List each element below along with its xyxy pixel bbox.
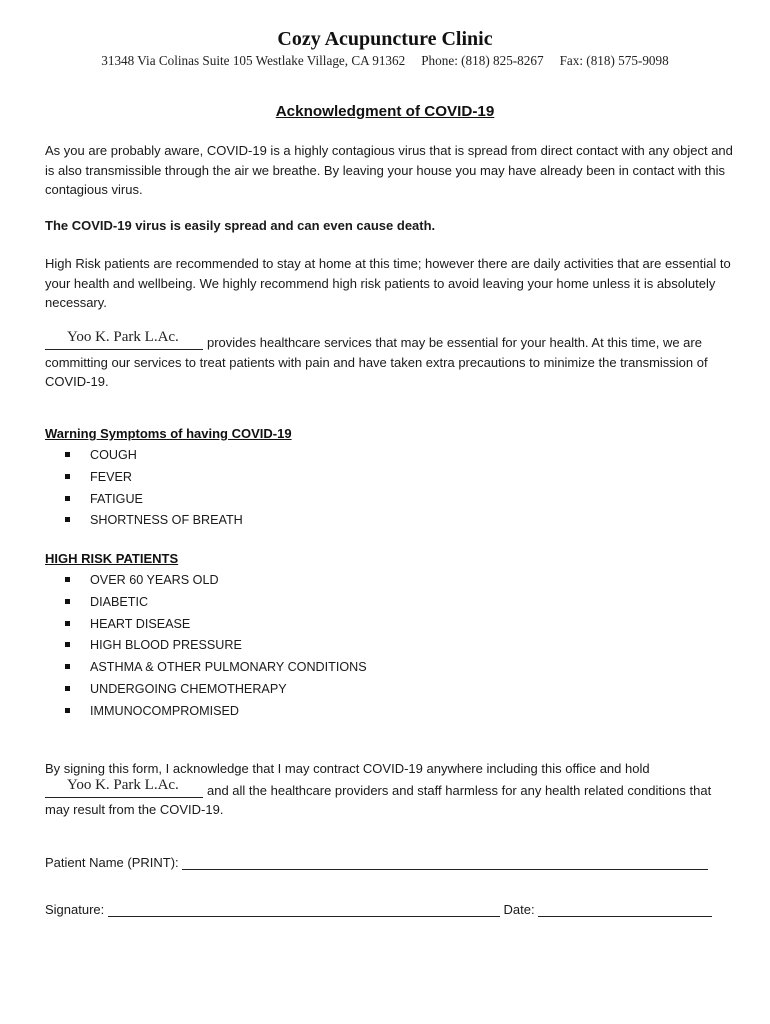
risk-heading: HIGH RISK PATIENTS xyxy=(45,551,179,566)
clinic-phone: Phone: (818) 825-8267 xyxy=(421,53,544,68)
bullet-icon xyxy=(65,474,70,479)
signature-label: Signature: xyxy=(45,902,105,917)
bullet-icon xyxy=(65,452,70,457)
list-item: SHORTNESS OF BREATH xyxy=(65,510,243,532)
bullet-icon xyxy=(65,496,70,501)
bullet-icon xyxy=(65,642,70,647)
warning-statement: The COVID-19 virus is easily spread and can even cause death. xyxy=(45,218,436,233)
provider-name-value: Yoo K. Park L.Ac. xyxy=(67,329,179,345)
ack-provider-field[interactable] xyxy=(45,776,203,798)
bullet-icon xyxy=(65,621,70,626)
acknowledgment-text-start: By signing this form, I acknowledge that I may contract COVID-19 anywhere including this office and hold xyxy=(45,761,650,776)
clinic-fax: Fax: (818) 575-9098 xyxy=(559,53,669,68)
bullet-icon xyxy=(65,664,70,669)
signature-row xyxy=(45,902,712,917)
risk-list xyxy=(65,570,367,723)
provider-name-field[interactable] xyxy=(45,331,203,350)
bullet-icon xyxy=(65,517,70,522)
clinic-address: 31348 Via Colinas Suite 105 Westlake Village, CA 91362 xyxy=(101,53,406,68)
list-item: HIGH BLOOD PRESSURE xyxy=(65,635,367,657)
list-item: UNDERGOING CHEMOTHERAPY xyxy=(65,679,367,701)
document-title: Acknowledgment of COVID-19 xyxy=(275,103,495,120)
list-item: DIABETIC xyxy=(65,592,367,614)
list-item: COUGH xyxy=(65,445,243,467)
high-risk-paragraph: High Risk patients are recommended to stay at home at this time; however there are daily activities that are essential to your health and wellbeing. We highly recommend high risk patients to avoid leaving your home unless it is absolutely necessary. xyxy=(45,256,731,310)
bullet-icon xyxy=(65,577,70,582)
provider-paragraph-text: provides healthcare services that may be essential for your health. At this time, we are committing our services to treat patients with pain and have taken extra precautions to minimize the transmission of COVID-19. xyxy=(45,335,708,389)
list-item: ASTHMA & OTHER PULMONARY CONDITIONS xyxy=(65,657,367,679)
bullet-icon xyxy=(65,599,70,604)
acknowledgment-text-end: and all the healthcare providers and staff harmless for any health related conditions that may result from the COVID-19. xyxy=(45,782,712,817)
symptoms-list xyxy=(65,445,243,532)
date-field[interactable] xyxy=(538,902,712,917)
ack-provider-value: Yoo K. Park L.Ac. xyxy=(67,776,179,793)
list-item: FEVER xyxy=(65,467,243,489)
bullet-icon xyxy=(65,686,70,691)
intro-paragraph: As you are probably aware, COVID-19 is a highly contagious virus that is spread from direct contact with any object and is also transmissible through the air we breathe. By leaving your house you may have already been in contact with this contagious virus. xyxy=(45,143,733,197)
provider-paragraph xyxy=(45,331,735,392)
patient-name-row xyxy=(45,855,708,870)
list-item: OVER 60 YEARS OLD xyxy=(65,570,367,592)
clinic-name: Cozy Acupuncture Clinic xyxy=(277,28,493,50)
patient-name-field[interactable] xyxy=(182,855,708,870)
signature-field[interactable] xyxy=(108,902,500,917)
symptoms-heading: Warning Symptoms of having COVID-19 xyxy=(45,426,292,441)
patient-name-label: Patient Name (PRINT): xyxy=(45,855,179,870)
list-item: IMMUNOCOMPROMISED xyxy=(65,701,367,723)
list-item: FATIGUE xyxy=(65,489,243,511)
acknowledgment-paragraph xyxy=(45,759,735,820)
bullet-icon xyxy=(65,708,70,713)
date-label: Date: xyxy=(503,902,535,917)
clinic-contact xyxy=(0,53,770,69)
list-item: HEART DISEASE xyxy=(65,614,367,636)
